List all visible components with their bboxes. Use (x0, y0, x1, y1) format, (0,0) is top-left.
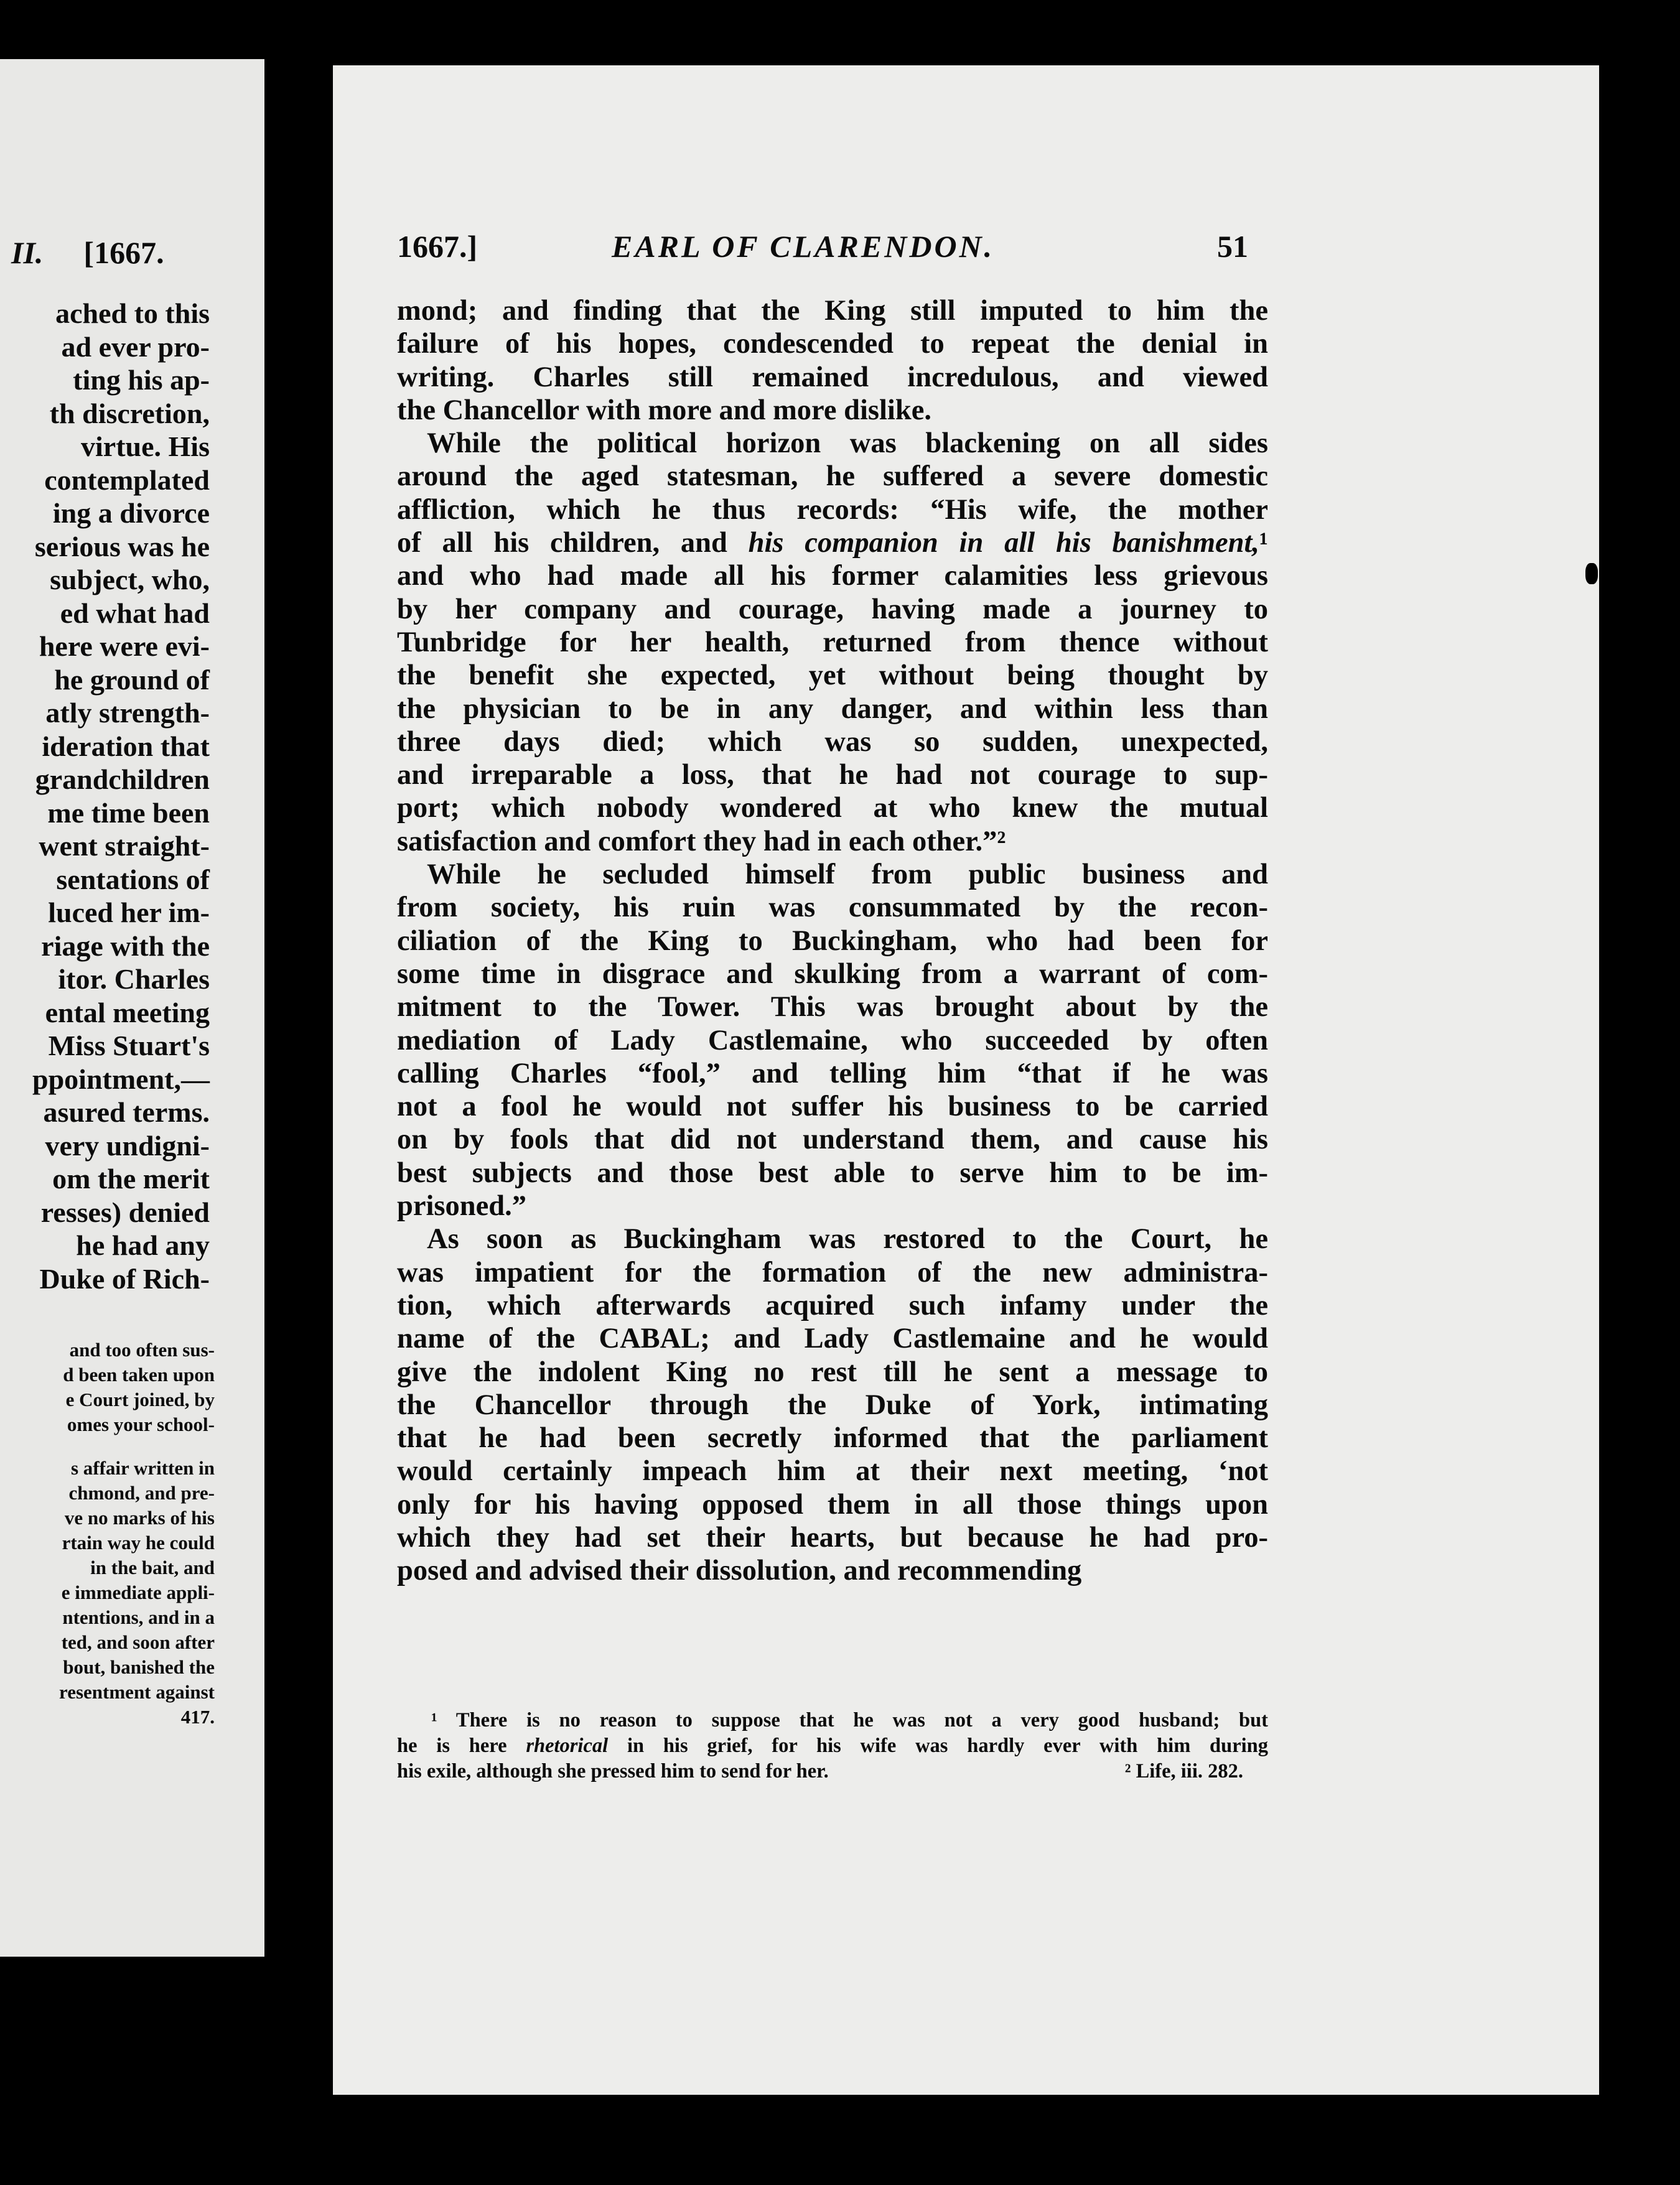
left-text-line: riage with the (41, 929, 210, 962)
body-text-line: satisfaction and comfort they had in each other.”² (397, 825, 1006, 857)
left-text-line: itor. Charles (58, 963, 210, 995)
left-note-line: resentment against (59, 1681, 215, 1703)
left-text-line: ed what had (60, 597, 210, 629)
left-text-line: ppointment,— (32, 1063, 210, 1095)
footnote-line: his exile, although she pressed him to send for her. ² Life, iii. 282. (397, 1759, 1268, 1784)
left-note-line: 417. (180, 1706, 215, 1728)
left-note-line: e Court joined, by (65, 1389, 215, 1410)
body-text-line: from society, his ruin was consummated by the recon- (397, 892, 1268, 924)
body-text-line: of all his children, and his companion in all his banishment,¹ (397, 527, 1268, 559)
body-text-line: around the aged statesman, he suffered a severe domestic (397, 460, 1268, 493)
left-text-line: here were evi- (39, 630, 210, 662)
left-text-line: very undigni- (45, 1129, 210, 1162)
left-page-header (11, 235, 260, 271)
left-text-line: virtue. His (81, 431, 210, 462)
left-note-line: ntentions, and in a (62, 1606, 215, 1628)
left-text-line: ideration that (42, 730, 210, 762)
left-note-line: bout, banished the (63, 1656, 215, 1678)
left-text-line: grandchildren (35, 763, 210, 795)
running-header (397, 228, 1268, 272)
body-text-line: calling Charles “fool,” and telling him “that if he was (397, 1057, 1268, 1089)
left-text-line: he ground of (54, 663, 210, 696)
left-note-line: chmond, and pre- (68, 1482, 215, 1504)
left-text-line: me time been (47, 796, 210, 829)
body-text-line: mitment to the Tower. This was brought about by the (397, 991, 1268, 1023)
header-title: EARL OF CLARENDON. (612, 229, 995, 264)
left-facing-page (0, 59, 264, 1957)
left-text-line: luced her im- (48, 897, 210, 928)
body-text-line: some time in disgrace and skulking from a warrant of com- (397, 957, 1268, 990)
footnote-reference: ² Life, iii. 282. (1124, 1760, 1243, 1782)
header-year: 1667.] (397, 229, 478, 264)
body-text-line: mond; and finding that the King still imputed to him the (397, 295, 1268, 327)
body-text-line: and irreparable a loss, that he had not courage to sup- (397, 759, 1268, 791)
left-text-line: asured terms. (43, 1096, 210, 1128)
page-number: 51 (1217, 229, 1248, 264)
left-text-line: Miss Stuart's (48, 1030, 210, 1061)
body-text-line: ciliation of the King to Buckingham, who had been for (397, 925, 1268, 957)
body-text-line: would certainly impeach him at their next meeting, ‘not (397, 1455, 1268, 1488)
left-text-line: ting his ap- (73, 364, 210, 396)
body-text-line: writing. Charles still remained incredulous, and viewed (397, 361, 1268, 393)
body-text-line: prisoned.” (397, 1190, 527, 1223)
left-text-line: Duke of Rich- (39, 1262, 210, 1295)
body-text-line: and who had made all his former calamities less grievous (397, 560, 1268, 592)
left-text-line: ing a divorce (52, 497, 210, 529)
body-text-line: was impatient for the formation of the new administra- (397, 1256, 1268, 1288)
scan-speck (1585, 563, 1598, 584)
body-text-line: While the political horizon was blackening on all sides (427, 427, 1268, 460)
body-text-line: give the indolent King no rest till he sent a message to (397, 1356, 1268, 1388)
body-text-line: Tunbridge for her health, returned from thence without (397, 626, 1268, 658)
left-page-footnotes (0, 1338, 215, 1730)
body-text-line: affliction, which he thus records: “His wife, the mother (397, 493, 1268, 526)
body-text-line: that he had been secretly informed that the parliament (397, 1422, 1268, 1455)
body-text-line: the physician to be in any danger, and within less than (397, 692, 1268, 725)
body-text-line: While he secluded himself from public business and (427, 859, 1268, 891)
body-text-line: port; which nobody wondered at who knew the mutual (397, 792, 1268, 824)
left-note-line: ve no marks of his (64, 1507, 215, 1529)
footnote-line: ¹ There is no reason to suppose that he was not a very good husband; but (431, 1709, 1268, 1731)
body-text-line: which they had set their hearts, but because he had pro- (397, 1521, 1268, 1554)
footnote-italic: rhetorical (526, 1735, 609, 1757)
left-note-line: d been taken upon (63, 1364, 215, 1386)
left-text-line: ental meeting (45, 996, 210, 1028)
left-header-part2: [1667. (83, 235, 164, 270)
left-text-line: th discretion, (49, 397, 210, 429)
italic-phrase: his companion in all his banishment, (748, 527, 1260, 559)
left-text-line: serious was he (34, 530, 210, 562)
left-note-line: e immediate appli- (61, 1582, 215, 1603)
left-text-line: went straight- (39, 830, 210, 862)
left-text-line: sentations of (56, 863, 210, 895)
left-note-line: ted, and soon after (61, 1631, 215, 1653)
left-page-text (0, 297, 210, 1295)
left-note-line: s affair written in (70, 1457, 215, 1479)
body-text-line: name of the CABAL; and Lady Castlemaine and he would (397, 1323, 1268, 1355)
body-text-line: mediation of Lady Castlemaine, who succeeded by often (397, 1024, 1268, 1056)
left-note-gap (0, 1437, 215, 1456)
body-text-line: tion, which afterwards acquired such infamy under the (397, 1289, 1268, 1321)
left-note-line: in the bait, and (90, 1557, 215, 1578)
footnote-line: he is here rhetorical in his grief, for his wife was hardly ever with him during (397, 1735, 1268, 1757)
body-text-line: three days died; which was so sudden, unexpected, (397, 725, 1268, 758)
body-text-line: As soon as Buckingham was restored to the Court, he (427, 1223, 1268, 1256)
body-text (397, 294, 1268, 1588)
left-note-line: omes your school- (67, 1414, 215, 1435)
body-text-line: the benefit she expected, yet without being thought by (397, 659, 1268, 692)
left-text-line: subject, who, (50, 564, 210, 595)
body-text-line: posed and advised their dissolution, and recommending (397, 1555, 1082, 1587)
body-text-line: failure of his hopes, condescended to repeat the denial in (397, 328, 1268, 360)
body-text-line: on by fools that did not understand them, and cause his (397, 1124, 1268, 1156)
left-text-line: resses) denied (40, 1196, 210, 1228)
body-text-line: best subjects and those best able to serve him to be im- (397, 1157, 1268, 1189)
left-text-line: ached to this (55, 297, 210, 329)
left-text-line: om the merit (52, 1163, 210, 1195)
left-text-line: ad ever pro- (61, 330, 210, 363)
left-note-line: rtain way he could (62, 1532, 215, 1554)
left-text-line: contemplated (44, 464, 210, 496)
left-header-part1: II. (11, 235, 44, 270)
body-text-line: not a fool he would not suffer his business to be carried (397, 1091, 1268, 1123)
right-page (333, 65, 1599, 2095)
left-text-line: he had any (76, 1229, 210, 1261)
body-text-line: by her company and courage, having made a journey to (397, 593, 1268, 625)
left-note-line: and too often sus- (69, 1339, 215, 1361)
body-text-line: only for his having opposed them in all those things upon (397, 1488, 1268, 1521)
body-text-line: the Chancellor through the Duke of York, intimating (397, 1389, 1268, 1421)
body-text-line: the Chancellor with more and more dislike. (397, 394, 931, 426)
left-text-line: atly strength- (45, 697, 210, 729)
footnotes (397, 1708, 1268, 1784)
